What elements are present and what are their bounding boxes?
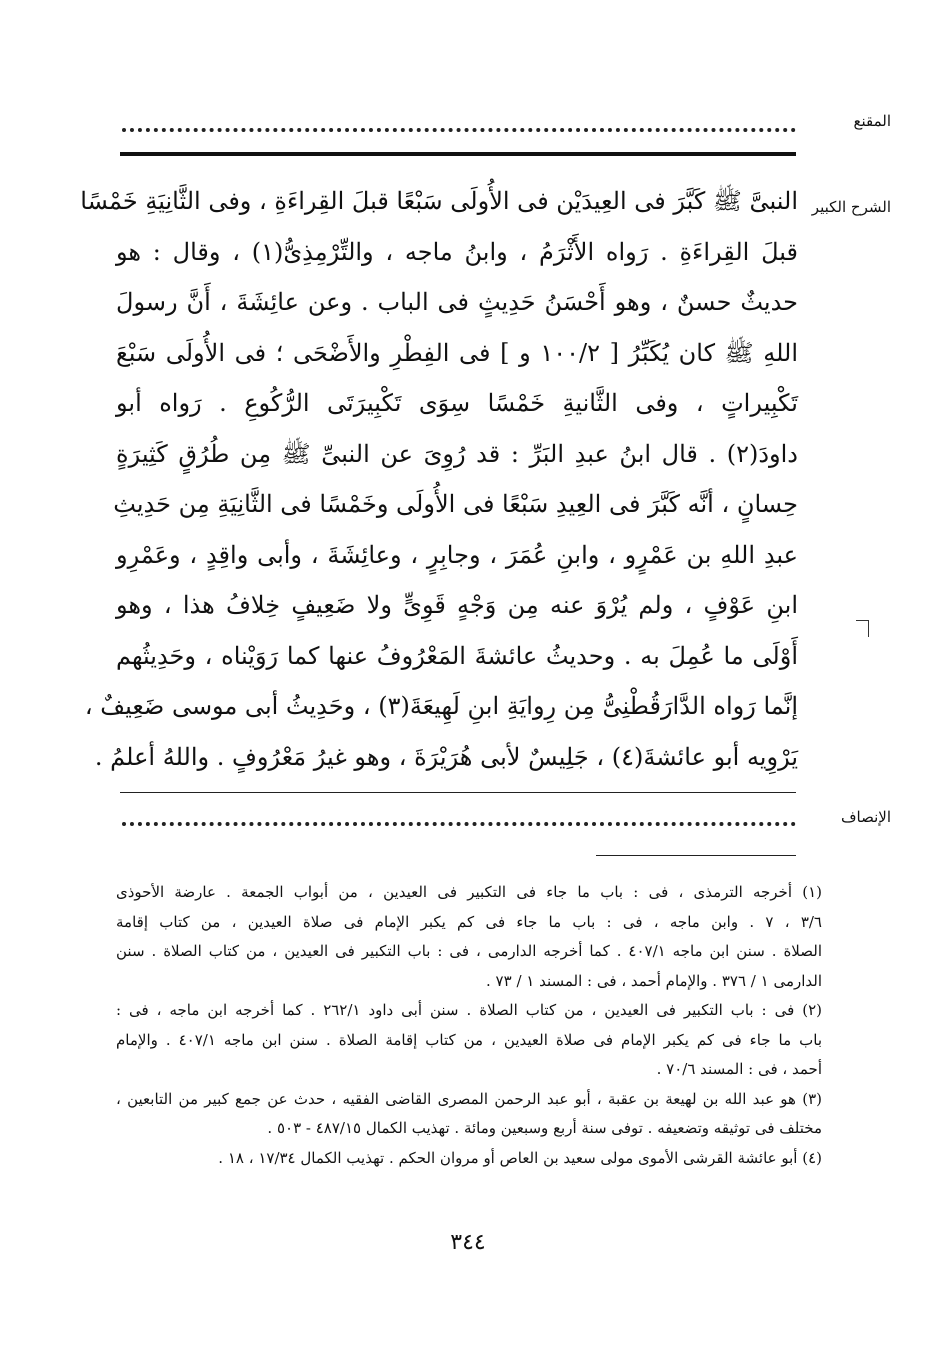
header-rule (120, 152, 796, 156)
text-line: أَوْلَى ما عُمِلَ به . وحديثُ عائشةَ المَعْرُوفُ عنها كما رَوَيْناه ، وحَدِيثُهم (116, 641, 798, 670)
text-line: يَرْوِيه أبو عائشةَ(٤) ، جَلِيسٌ لأبى هُرَيْرَةَ ، وهو غيرُ مَعْرُوفٍ . واللهُ أعلمُ . (94, 742, 798, 771)
insaf-label: الإنصاف (840, 808, 891, 826)
section-label: الشرح الكبير (811, 198, 891, 216)
text-line: داودَ(٢) . قال ابنُ عبدِ البَرِّ : قد رُوِىَ عن النبىِّ ﷺ مِن طُرُقٍ كَثِيرَةٍ (116, 439, 798, 468)
footnote-line: باب ما جاء فى كم يكبر الإمام فى صلاة العيدين ، من كتاب إقامة الصلاة . سنن ابن ماجه ٤٠٧/١ . والإمام (116, 1030, 822, 1049)
margin-mark (856, 620, 869, 637)
footnote-line: أحمد ، فى : المسند ٧٠/٦ . (656, 1060, 822, 1078)
text-line: النبىَّ ﷺ كَبَّرَ فى العِيدَيْن فى الأُولَى سَبْعًا قبلَ القِراءَةِ ، وفى الثَّانِيَةِ خَمْسًا (80, 187, 798, 215)
text-line: حديثٌ حسنٌ ، وهو أَحْسَنُ حَدِيثٍ فى الباب . وعن عائِشَةَ ، أَنَّ رسولَ (116, 288, 798, 316)
footnote-line: (١) أخرجه الترمذى ، فى : باب ما جاء فى التكبير فى العيدين ، من أبواب الجمعة . عارضة الأحوذى (116, 883, 822, 901)
text-line: عبدِ اللهِ بن عَمْرٍو ، وابنِ عُمَرَ ، وجابِرٍ ، وعائِشَةَ ، وأبى واقِدٍ ، وعَمْرِو (116, 540, 798, 569)
book-title-label: المقنع (853, 112, 891, 130)
footnote-line: (٣) هو عبد الله بن لهيعة بن عقبة ، أبو عبد الرحمن المصرى القاضى الفقيه ، حدث عن جمع كبير من التابعين ، (116, 1089, 822, 1108)
footnote-line: الصلاة . سنن ابن ماجه ٤٠٧/١ . كما أخرجه الدارمى ، فى : باب التكبير فى العيدين ، من كتاب الصلاة . سنن (116, 942, 822, 960)
footnote-separator (596, 855, 796, 856)
footnote-line: ٣/٦ ، ٧ . وابن ماجه ، فى : باب ما جاء فى كم يكبر الإمام فى صلاة العيدين ، من كتاب إقامة (116, 912, 822, 931)
muqni-dotted-line (122, 128, 796, 134)
footnote-line: (٢) فى : باب التكبير فى العيدين ، من كتاب الصلاة . سنن أبى داود ٢٦٢/١ . كما أخرجه ابن ماجه ، فى : (116, 1001, 822, 1019)
main-text (80, 176, 799, 782)
text-line: حِسانٍ ، أنَّه كَبَّرَ فى العِيدِ سَبْعًا فى الأُولَى وخَمْسًا فى الثَّانِيَةِ مِن حَدِيثِ (113, 490, 798, 518)
text-line: اللهِ ﷺ كان يُكَبِّرُ [ ١٠٠/٢ و ] فى الفِطْرِ والأَضْحَى ؛ فى الأُولَى سَبْعَ (116, 338, 799, 367)
body-end-rule (120, 792, 796, 793)
footnote-line: (٤) أبو عائشة القرشى الأموى مولى سعيد بن العاص أو مروان الحكم . تهذيب الكمال ١٧/٣٤ ، ١٨ . (218, 1148, 822, 1167)
page-number: ٣٤٤ (450, 1230, 486, 1255)
text-line: إنَّما رَواه الدَّارَقُطْنِىُّ مِن رِوايَةِ ابنِ لَهِيعَةَ(٣) ، وحَدِيثُ أبى موسى ضَعِيفٌ ، (84, 692, 798, 720)
footnote-line: الدارمى ١ / ٣٧٦ . والإمام أحمد ، فى : المسند ١ / ٧٣ . (486, 971, 822, 990)
text-line: تَكْبِيراتٍ ، وفى الثَّانيةِ خَمْسًا سِوَى تَكْبِيرَتَى الرُّكُوعِ . رَواه أبو (116, 389, 798, 417)
insaf-dotted-line (122, 822, 796, 828)
footnote-line: مختلف فى توثيقه وتضعيفه . توفى سنة أربع وسبعين ومائة . تهذيب الكمال ٤٨٧/١٥ - ٥٠٣ . (267, 1119, 822, 1137)
footnotes (116, 878, 822, 1173)
text-line: ابنِ عَوْفٍ ، ولم يُرْوَ عنه مِن وَجْهٍ قَوِىٍّ ولا ضَعِيفٍ خِلافُ هذا ، وهو (116, 591, 798, 619)
text-line: قبلَ القِراءَةِ . رَواه الأَثْرَمُ ، وابنُ ماجه ، والتِّرْمِذِىُّ(١) ، وقال : هو (116, 237, 798, 266)
